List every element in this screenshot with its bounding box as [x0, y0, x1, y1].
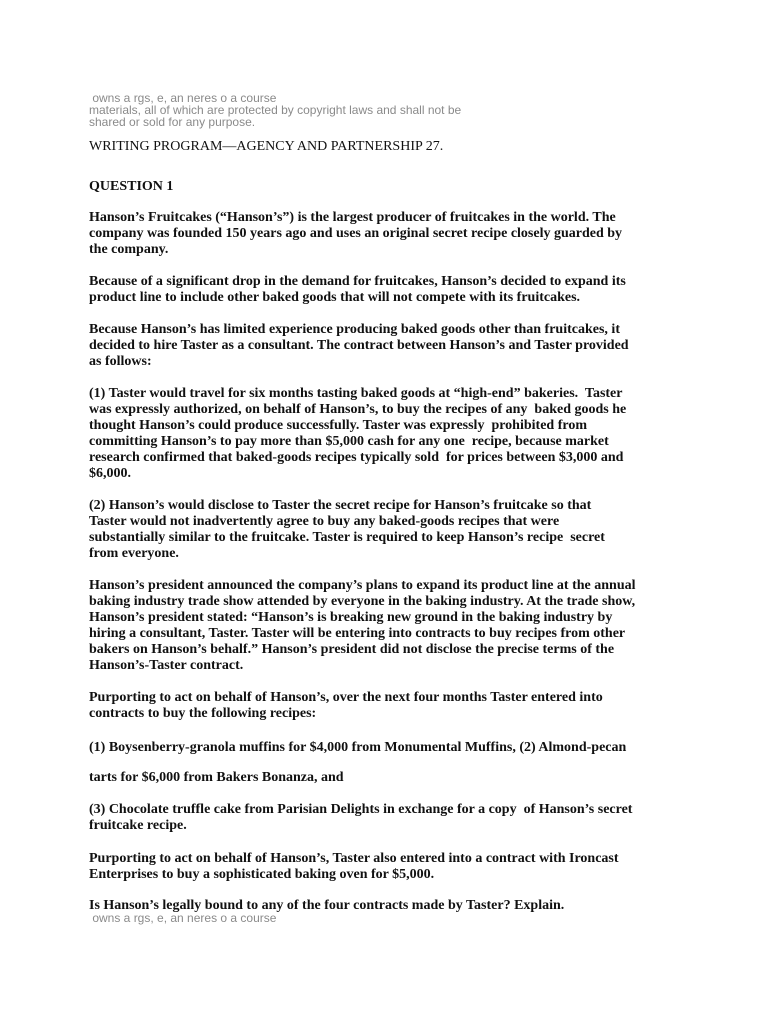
- paragraph-line: Purporting to act on behalf of Hanson’s, Taster also entered into a contract with Ironcast: [89, 851, 619, 866]
- paragraph-line: Enterprises to buy a sophisticated baking oven for $5,000.: [89, 867, 435, 882]
- paragraph-line: as follows:: [89, 354, 152, 369]
- paragraph-line: Hanson’s president announced the company’s plans to expand its product line at the annual: [89, 578, 636, 593]
- paragraph-line: bakers on Hanson’s behalf.” Hanson’s president did not disclose the precise terms of the: [89, 642, 615, 657]
- paragraph-line: Because Hanson’s has limited experience producing baked goods other than fruitcakes, it: [89, 322, 620, 337]
- copyright-notice-line: materials, all of which are protected by copyright laws and shall not be: [89, 103, 462, 117]
- document-heading: WRITING PROGRAM—AGENCY AND PARTNERSHIP 27.: [89, 139, 444, 154]
- question-title: QUESTION 1: [89, 179, 174, 194]
- paragraph-line: fruitcake recipe.: [89, 818, 187, 833]
- paragraph-line: (1) Boysenberry-granola muffins for $4,000 from Monumental Muffins, (2) Almond-pecan: [89, 740, 627, 755]
- paragraph-line: was expressly authorized, on behalf of Hanson’s, to buy the recipes of any baked goods he: [89, 402, 627, 417]
- paragraph-line: Because of a significant drop in the demand for fruitcakes, Hanson’s decided to expand its: [89, 274, 626, 289]
- paragraph-line: the company.: [89, 242, 169, 257]
- paragraph-line: (1) Taster would travel for six months tasting baked goods at “high-end” bakeries. Taster: [89, 386, 623, 401]
- paragraph-line: committing Hanson’s to pay more than $5,000 cash for any one recipe, because market: [89, 434, 609, 449]
- paragraph-line: product line to include other baked goods that will not compete with its fruitcakes.: [89, 290, 581, 305]
- copyright-notice-line: shared or sold for any purpose.: [89, 115, 256, 129]
- paragraph-line: Is Hanson’s legally bound to any of the four contracts made by Taster? Explain.: [89, 898, 565, 913]
- paragraph-line: $6,000.: [89, 466, 131, 481]
- paragraph-line: Hanson’s-Taster contract.: [89, 658, 244, 673]
- paragraph-line: contracts to buy the following recipes:: [89, 706, 317, 721]
- paragraph-line: Taster would not inadvertently agree to buy any baked-goods recipes that were: [89, 514, 560, 529]
- paragraph-line: baking industry trade show attended by everyone in the baking industry. At the trade show,: [89, 594, 636, 609]
- paragraph-line: research confirmed that baked-goods recipes typically sold for prices between $3,000 and: [89, 450, 624, 465]
- paragraph-line: Hanson’s Fruitcakes (“Hanson’s”) is the largest producer of fruitcakes in the world. The: [89, 210, 616, 225]
- paragraph-line: (2) Hanson’s would disclose to Taster the secret recipe for Hanson’s fruitcake so that: [89, 498, 592, 513]
- footer-notice: owns a rgs, e, an neres o a course: [89, 911, 277, 925]
- paragraph-line: from everyone.: [89, 546, 179, 561]
- paragraph-line: (3) Chocolate truffle cake from Parisian Delights in exchange for a copy of Hanson’s secret: [89, 802, 633, 817]
- paragraph-line: thought Hanson’s could produce successfully. Taster was expressly prohibited from: [89, 418, 587, 433]
- paragraph-line: company was founded 150 years ago and uses an original secret recipe closely guarded by: [89, 226, 623, 241]
- paragraph-line: Purporting to act on behalf of Hanson’s, over the next four months Taster entered into: [89, 690, 603, 705]
- paragraph-line: Hanson’s president stated: “Hanson’s is breaking new ground in the baking industry by: [89, 610, 613, 625]
- paragraph-line: substantially similar to the fruitcake. Taster is required to keep Hanson’s recipe secret: [89, 530, 605, 545]
- paragraph-line: decided to hire Taster as a consultant. The contract between Hanson’s and Taster provided: [89, 338, 629, 353]
- paragraph-line: tarts for $6,000 from Bakers Bonanza, and: [89, 770, 344, 785]
- paragraph-line: hiring a consultant, Taster. Taster will be entering into contracts to buy recipes from other: [89, 626, 626, 641]
- copyright-notice-line: owns a rgs, e, an neres o a course: [89, 91, 277, 105]
